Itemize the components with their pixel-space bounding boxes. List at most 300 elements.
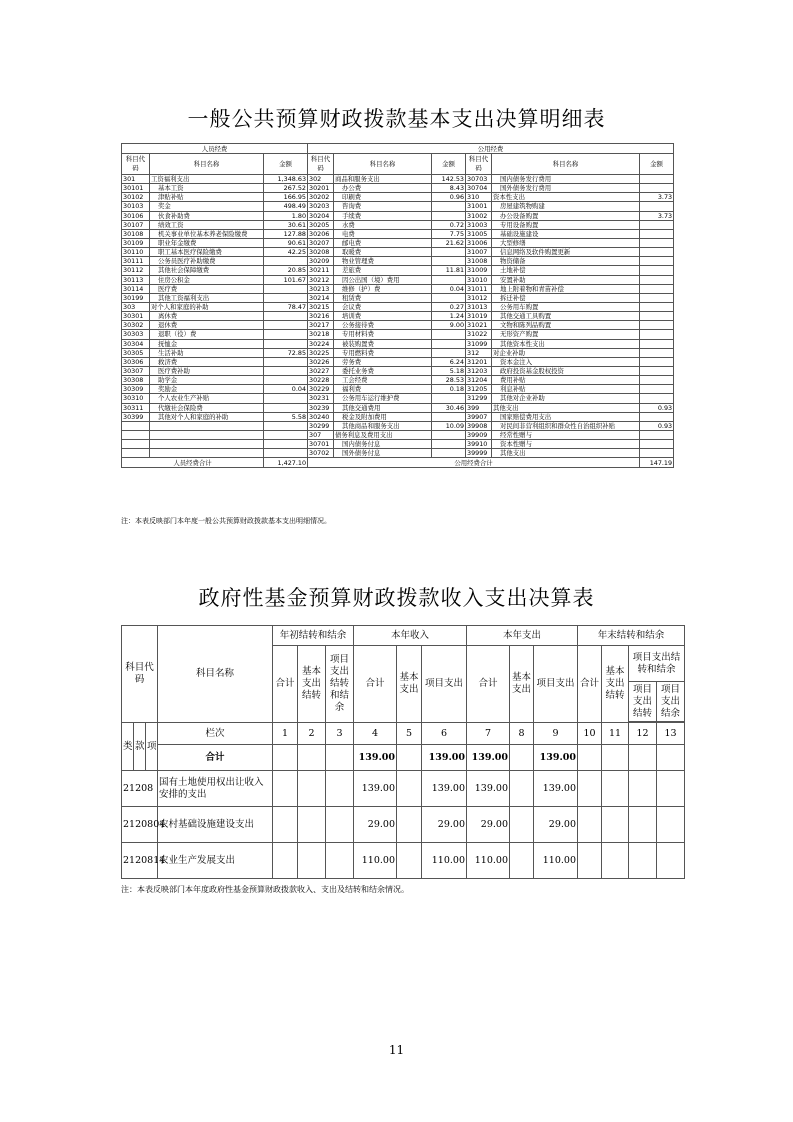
item-name: 专用材料费	[334, 330, 432, 339]
item-code: 30211	[308, 266, 334, 275]
item-amount	[432, 293, 466, 302]
item-name	[150, 430, 264, 439]
item-code: 30208	[308, 248, 334, 257]
item-code: 30224	[308, 339, 334, 348]
table-row	[122, 366, 674, 375]
item-name: 国外债务付息	[334, 449, 432, 458]
column-number: 7	[467, 723, 510, 745]
total-cell: 139.00	[534, 745, 578, 771]
table-row	[122, 248, 674, 257]
item-code	[122, 440, 150, 449]
item-amount: 3.73	[640, 193, 674, 202]
item-name: 其他资本性支出	[492, 339, 640, 348]
item-amount	[640, 257, 674, 266]
row-value: 139.00	[534, 771, 578, 807]
item-name: 机关事业单位基本养老保险缴费	[150, 229, 264, 238]
row-value	[510, 807, 534, 843]
item-name: 其他商品和服务支出	[334, 421, 432, 430]
item-amount: 78.47	[264, 302, 308, 311]
item-name: 工会经费	[334, 376, 432, 385]
item-code: 31005	[466, 229, 492, 238]
item-name: 专用燃料费	[334, 348, 432, 357]
item-name: 其他支出	[492, 403, 640, 412]
item-amount: 0.93	[640, 421, 674, 430]
item-code: 31099	[466, 339, 492, 348]
header-begin: 年初结转和结余	[273, 626, 354, 646]
row-name: 国有土地使用权出让收入安排的支出	[158, 771, 273, 807]
item-code: 30702	[308, 449, 334, 458]
item-amount: 10.09	[432, 421, 466, 430]
row-value	[273, 771, 298, 807]
table2-title: 政府性基金预算财政拨款收入支出决算表	[198, 586, 595, 610]
table-row	[122, 394, 674, 403]
column-number: 1	[273, 723, 298, 745]
header-income-total: 合计	[354, 646, 397, 723]
item-amount	[432, 275, 466, 284]
page-number: 11	[388, 1043, 405, 1057]
item-code: 30102	[122, 193, 150, 202]
item-amount	[264, 421, 308, 430]
item-code: 30311	[122, 403, 150, 412]
header-kuan: 款	[134, 723, 146, 771]
table-row	[122, 440, 674, 449]
row-value: 29.00	[534, 807, 578, 843]
row-value	[397, 807, 422, 843]
item-name: 基础设施建设	[492, 229, 640, 238]
total-cell	[578, 745, 602, 771]
item-name: 委托业务费	[334, 366, 432, 375]
item-code: 307	[308, 430, 334, 439]
header-begin-basic: 基本支出结转	[298, 646, 326, 723]
row-value	[578, 771, 602, 807]
item-amount: 0.04	[264, 385, 308, 394]
item-name: 电费	[334, 229, 432, 238]
item-name: 医疗费	[150, 284, 264, 293]
item-name: 资本金注入	[492, 357, 640, 366]
item-code: 31011	[466, 284, 492, 293]
item-code: 30305	[122, 348, 150, 357]
item-amount: 72.85	[264, 348, 308, 357]
column-number: 12	[629, 723, 657, 745]
table-row	[122, 211, 674, 220]
row-code: 2120814	[122, 843, 158, 879]
item-code: 30214	[308, 293, 334, 302]
item-amount	[432, 202, 466, 211]
item-code: 31009	[466, 266, 492, 275]
item-name: 水费	[334, 220, 432, 229]
item-amount	[640, 229, 674, 238]
item-name: 其他支出	[492, 449, 640, 458]
item-amount	[640, 321, 674, 330]
total-cell	[298, 745, 326, 771]
item-code: 30299	[308, 421, 334, 430]
item-amount	[432, 348, 466, 357]
item-name: 国外债务发行费用	[492, 184, 640, 193]
item-amount: 42.25	[264, 248, 308, 257]
total-cell	[326, 745, 354, 771]
header-begin-total: 合计	[273, 646, 298, 723]
item-amount: 166.95	[264, 193, 308, 202]
item-name: 印刷费	[334, 193, 432, 202]
item-name	[150, 421, 264, 430]
row-value	[629, 771, 657, 807]
item-name: 邮电费	[334, 238, 432, 247]
item-amount: 30.46	[432, 403, 466, 412]
basic-expenditure-table	[121, 143, 674, 468]
item-code: 39908	[466, 421, 492, 430]
col-header-name: 科目名称	[334, 154, 432, 175]
item-amount: 1.24	[432, 312, 466, 321]
item-name: 医疗费补助	[150, 366, 264, 375]
item-amount	[640, 266, 674, 275]
item-code: 31010	[466, 275, 492, 284]
item-name: 绩效工资	[150, 220, 264, 229]
table-row	[122, 807, 685, 843]
item-code: 30302	[122, 321, 150, 330]
header-end-project-surplus: 项目支出结余	[657, 682, 685, 722]
item-code: 30203	[308, 202, 334, 211]
row-value: 139.00	[422, 771, 467, 807]
item-name: 土地补偿	[492, 266, 640, 275]
item-code	[122, 430, 150, 439]
item-name: 其他工资福利支出	[150, 293, 264, 302]
row-value: 110.00	[467, 843, 510, 879]
row-value	[326, 807, 354, 843]
item-amount	[640, 202, 674, 211]
row-value: 29.00	[354, 807, 397, 843]
table-row	[122, 376, 674, 385]
header-end-project: 项目支出结转和结余	[629, 646, 685, 682]
table-row	[122, 312, 674, 321]
item-name: 税金及附加费用	[334, 412, 432, 421]
item-amount	[264, 376, 308, 385]
item-name: 资本性赠与	[492, 440, 640, 449]
item-code: 31299	[466, 394, 492, 403]
item-name: 津贴补贴	[150, 193, 264, 202]
row-value	[510, 771, 534, 807]
item-code: 31203	[466, 366, 492, 375]
item-name: 专用设备购置	[492, 220, 640, 229]
gov-fund-rows	[122, 771, 685, 879]
item-amount: 30.61	[264, 220, 308, 229]
personnel-total-label: 人员经费合计	[122, 458, 264, 468]
item-amount	[640, 220, 674, 229]
item-amount	[640, 293, 674, 302]
item-amount	[640, 184, 674, 193]
item-amount	[264, 293, 308, 302]
item-amount	[640, 312, 674, 321]
item-name: 政府投资基金股权投资	[492, 366, 640, 375]
item-code: 30204	[308, 211, 334, 220]
item-name: 基本工资	[150, 184, 264, 193]
item-name: 退休费	[150, 321, 264, 330]
item-amount	[640, 357, 674, 366]
row-value	[326, 843, 354, 879]
item-name: 无形资产购置	[492, 330, 640, 339]
item-amount	[640, 430, 674, 439]
item-code: 31007	[466, 248, 492, 257]
item-code: 30215	[308, 302, 334, 311]
total-label: 合计	[158, 745, 273, 771]
item-amount: 5.58	[264, 412, 308, 421]
item-code: 30239	[308, 403, 334, 412]
row-value	[298, 843, 326, 879]
item-code	[122, 449, 150, 458]
item-amount: 0.72	[432, 220, 466, 229]
item-code: 30109	[122, 238, 150, 247]
item-code: 30218	[308, 330, 334, 339]
total-cell	[657, 745, 685, 771]
item-name: 公务用车购置	[492, 302, 640, 311]
header-income-project: 项目支出	[422, 646, 467, 723]
item-code: 310	[466, 193, 492, 202]
item-code: 30111	[122, 257, 150, 266]
item-name	[150, 449, 264, 458]
table-row	[122, 257, 674, 266]
item-name: 福利费	[334, 385, 432, 394]
table-row	[122, 202, 674, 211]
item-code: 31021	[466, 321, 492, 330]
item-code: 30202	[308, 193, 334, 202]
table-row	[122, 238, 674, 247]
item-amount: 7.75	[432, 229, 466, 238]
item-amount: 3.73	[640, 211, 674, 220]
column-number: 5	[397, 723, 422, 745]
item-code	[122, 421, 150, 430]
item-code: 30399	[122, 412, 150, 421]
column-number: 3	[326, 723, 354, 745]
item-name: 取暖费	[334, 248, 432, 257]
item-code: 30307	[122, 366, 150, 375]
item-amount: 90.61	[264, 238, 308, 247]
item-code: 30306	[122, 357, 150, 366]
item-name: 文物和陈列品购置	[492, 321, 640, 330]
item-name: 离休费	[150, 312, 264, 321]
column-number: 9	[534, 723, 578, 745]
item-amount	[640, 376, 674, 385]
item-name: 办公费	[334, 184, 432, 193]
item-name: 资本性支出	[492, 193, 640, 202]
column-number: 13	[657, 723, 685, 745]
col-header-name: 科目名称	[150, 154, 264, 175]
table-row	[122, 449, 674, 458]
item-code: 30303	[122, 330, 150, 339]
table-row	[122, 302, 674, 311]
item-amount: 142.53	[432, 175, 466, 184]
table-row	[122, 266, 674, 275]
item-amount	[264, 257, 308, 266]
item-code: 30216	[308, 312, 334, 321]
item-code: 302	[308, 175, 334, 184]
column-number: 2	[298, 723, 326, 745]
item-name: 会议费	[334, 302, 432, 311]
col-header-amount: 金额	[264, 154, 308, 175]
table-row	[122, 348, 674, 357]
item-code: 30201	[308, 184, 334, 193]
item-code: 39910	[466, 440, 492, 449]
item-code: 31001	[466, 202, 492, 211]
item-code: 30229	[308, 385, 334, 394]
row-value	[578, 807, 602, 843]
row-code: 21208	[122, 771, 158, 807]
item-name: 代缴社会保险费	[150, 403, 264, 412]
item-amount	[432, 440, 466, 449]
col-header-code: 科目代码	[122, 154, 150, 175]
item-amount	[640, 339, 674, 348]
item-name: 个人农业生产补贴	[150, 394, 264, 403]
item-code: 30113	[122, 275, 150, 284]
item-name: 商品和服务支出	[334, 175, 432, 184]
item-amount	[432, 257, 466, 266]
table-row	[122, 293, 674, 302]
item-amount	[264, 366, 308, 375]
item-amount	[640, 440, 674, 449]
column-number: 4	[354, 723, 397, 745]
item-code: 30226	[308, 357, 334, 366]
item-amount	[640, 449, 674, 458]
item-amount: 0.27	[432, 302, 466, 311]
row-value	[298, 807, 326, 843]
item-name: 住房公积金	[150, 275, 264, 284]
item-code: 30225	[308, 348, 334, 357]
item-code: 30110	[122, 248, 150, 257]
total-cell	[602, 745, 629, 771]
item-code: 30304	[122, 339, 150, 348]
item-code: 30205	[308, 220, 334, 229]
item-code: 30308	[122, 376, 150, 385]
item-code: 30206	[308, 229, 334, 238]
row-value: 29.00	[467, 807, 510, 843]
item-code: 30309	[122, 385, 150, 394]
item-code: 39999	[466, 449, 492, 458]
item-code: 31006	[466, 238, 492, 247]
item-amount	[432, 339, 466, 348]
total-cell: 139.00	[354, 745, 397, 771]
item-amount	[640, 248, 674, 257]
header-begin-project: 项目支出结转和结余	[326, 646, 354, 723]
item-name: 安置补助	[492, 275, 640, 284]
item-name: 退职（役）费	[150, 330, 264, 339]
item-name: 其他交通费用	[334, 403, 432, 412]
item-name: 其他社会保障缴费	[150, 266, 264, 275]
row-name: 农村基础设施建设支出	[158, 807, 273, 843]
item-name: 公务员医疗补助缴费	[150, 257, 264, 266]
row-name: 农业生产发展支出	[158, 843, 273, 879]
row-value	[629, 843, 657, 879]
item-amount: 9.00	[432, 321, 466, 330]
item-name: 物业管理费	[334, 257, 432, 266]
total-cell	[629, 745, 657, 771]
item-code: 30701	[308, 440, 334, 449]
item-name: 职业年金缴费	[150, 238, 264, 247]
item-name: 生活补助	[150, 348, 264, 357]
item-amount	[264, 449, 308, 458]
item-amount: 21.62	[432, 238, 466, 247]
item-code: 30207	[308, 238, 334, 247]
row-value	[629, 807, 657, 843]
item-code: 30101	[122, 184, 150, 193]
header-expense-project: 项目支出	[534, 646, 578, 723]
personnel-total-value: 1,427.10	[264, 458, 308, 468]
item-code: 30106	[122, 211, 150, 220]
basic-expenditure-rows	[122, 175, 674, 458]
item-code: 301	[122, 175, 150, 184]
item-name: 经常性赠与	[492, 430, 640, 439]
item-amount	[640, 284, 674, 293]
item-amount	[640, 366, 674, 375]
table-row	[122, 385, 674, 394]
total-cell	[397, 745, 422, 771]
table-row	[122, 284, 674, 293]
table-row	[122, 430, 674, 439]
item-name: 助学金	[150, 376, 264, 385]
item-code: 30209	[308, 257, 334, 266]
item-name: 救济费	[150, 357, 264, 366]
item-code: 31201	[466, 357, 492, 366]
item-code: 30199	[122, 293, 150, 302]
item-name	[150, 440, 264, 449]
item-amount	[264, 330, 308, 339]
table-row	[122, 421, 674, 430]
table-row	[122, 357, 674, 366]
total-cell: 139.00	[467, 745, 510, 771]
header-income: 本年收入	[354, 626, 467, 646]
item-code: 30301	[122, 312, 150, 321]
item-code: 30108	[122, 229, 150, 238]
col-header-code: 科目代码	[466, 154, 492, 175]
column-number: 8	[510, 723, 534, 745]
item-name: 对企业补助	[492, 348, 640, 357]
row-value: 110.00	[534, 843, 578, 879]
item-code: 30114	[122, 284, 150, 293]
header-lei: 类	[122, 723, 134, 771]
header-end-project-carry: 项目支出结转	[629, 682, 657, 722]
header-xiang: 项	[146, 723, 158, 771]
item-name: 费用补贴	[492, 376, 640, 385]
row-value	[657, 843, 685, 879]
item-amount	[432, 430, 466, 439]
item-amount: 5.18	[432, 366, 466, 375]
item-code: 30704	[466, 184, 492, 193]
item-code: 30227	[308, 366, 334, 375]
item-amount	[640, 412, 674, 421]
item-name: 被装购置费	[334, 339, 432, 348]
item-amount: 267.52	[264, 184, 308, 193]
item-code: 30231	[308, 394, 334, 403]
row-value	[657, 771, 685, 807]
item-amount	[432, 330, 466, 339]
item-code: 30217	[308, 321, 334, 330]
item-code: 31008	[466, 257, 492, 266]
row-value	[602, 807, 629, 843]
item-name: 信息网络及软件购置更新	[492, 248, 640, 257]
item-name: 手续费	[334, 211, 432, 220]
item-name: 公务接待费	[334, 321, 432, 330]
item-code: 303	[122, 302, 150, 311]
item-amount	[640, 348, 674, 357]
header-name: 科目名称	[158, 626, 273, 723]
column-number: 11	[602, 723, 629, 745]
item-amount: 127.88	[264, 229, 308, 238]
item-amount	[264, 440, 308, 449]
item-amount: 0.18	[432, 385, 466, 394]
table-row	[122, 175, 674, 184]
item-name: 物资储备	[492, 257, 640, 266]
item-amount	[264, 284, 308, 293]
item-amount: 11.81	[432, 266, 466, 275]
gov-fund-table	[121, 625, 685, 879]
table1-title: 一般公共预算财政拨款基本支出决算明细表	[187, 107, 606, 131]
